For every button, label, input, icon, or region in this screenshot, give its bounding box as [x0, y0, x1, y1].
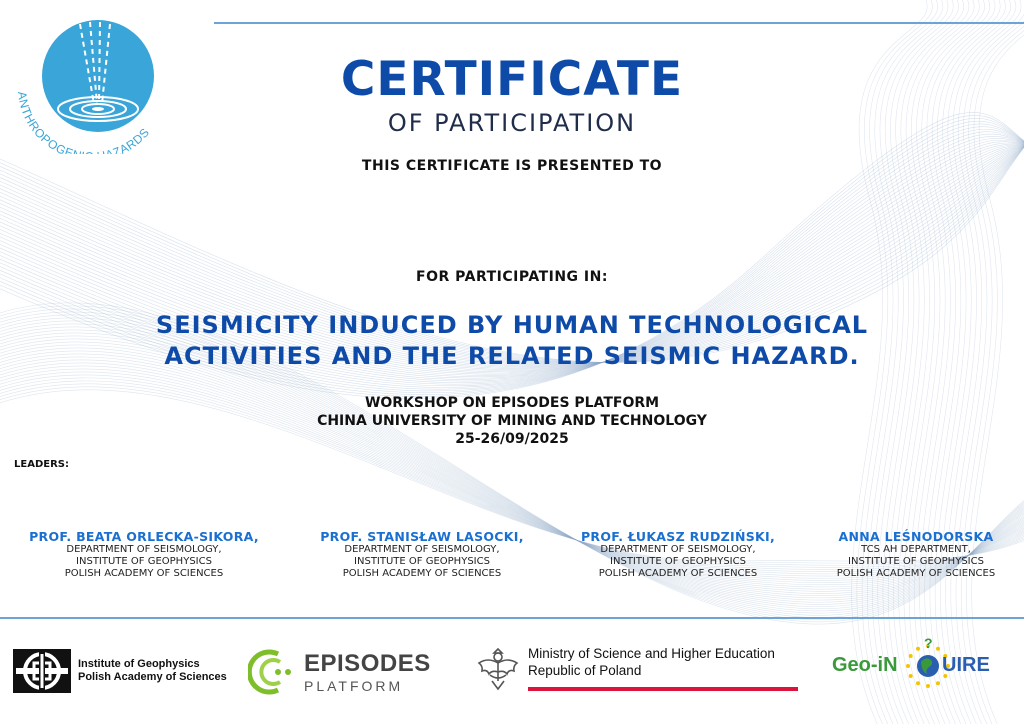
- leader-affiliation: DEPARTMENT OF SEISMOLOGY,: [66, 544, 222, 555]
- svg-text:?: ?: [924, 635, 933, 651]
- geo-inquire-suffix: UIRE: [942, 654, 990, 676]
- workshop-details: [200, 394, 824, 448]
- leaders-label: LEADERS:: [14, 459, 69, 470]
- polish-eagle-icon: [476, 645, 520, 693]
- igf-name-line: Polish Academy of Sciences: [78, 671, 227, 683]
- ministry-logo: [476, 645, 798, 693]
- anthropogenic-hazards-logo: [10, 14, 170, 154]
- leader-affiliation: INSTITUTE OF GEOPHYSICS: [76, 556, 212, 567]
- ministry-country: Republic of Poland: [528, 663, 642, 678]
- leader-card: [543, 529, 813, 580]
- igf-logo: [12, 648, 227, 694]
- ministry-name: Ministry of Science and Higher Education: [528, 646, 775, 661]
- geo-inquire-logo: [830, 632, 1010, 692]
- workshop-dates: 25-26/09/2025: [455, 431, 569, 447]
- leader-affiliation: POLISH ACADEMY OF SCIENCES: [598, 568, 758, 579]
- leader-affiliation: INSTITUTE OF GEOPHYSICS: [354, 556, 490, 567]
- workshop-name: WORKSHOP ON EPISODES PLATFORM: [364, 395, 660, 411]
- leader-card: [781, 529, 1024, 580]
- top-divider: [214, 22, 1024, 24]
- event-title-line: ACTIVITIES AND THE RELATED SEISMIC HAZARD.: [164, 342, 860, 370]
- leader-affiliation: POLISH ACADEMY OF SCIENCES: [342, 568, 502, 579]
- leader-affiliation: TCS AH DEPARTMENT,: [861, 544, 971, 555]
- episodes-name: EPISODES: [304, 650, 431, 677]
- bottom-divider: [0, 617, 1024, 619]
- igf-name-line: Institute of Geophysics: [78, 658, 200, 670]
- leader-affiliation: INSTITUTE OF GEOPHYSICS: [848, 556, 984, 567]
- leader-name: PROF. STANISŁAW LASOCKI,: [320, 529, 524, 544]
- igf-emblem-icon: [12, 648, 72, 694]
- presented-to-label: THIS CERTIFICATE IS PRESENTED TO: [361, 158, 663, 174]
- leader-card: [287, 529, 557, 580]
- event-title-line: SEISMICITY INDUCED BY HUMAN TECHNOLOGICAL: [155, 311, 869, 339]
- leader-name: PROF. ŁUKASZ RUDZIŃSKI,: [580, 529, 776, 544]
- episodes-platform-logo: [248, 648, 431, 696]
- poland-flag-stripe: [528, 687, 798, 691]
- workshop-venue: CHINA UNIVERSITY OF MINING AND TECHNOLOGY: [317, 413, 707, 429]
- leader-affiliation: POLISH ACADEMY OF SCIENCES: [836, 568, 996, 579]
- anthropogenic-hazards-text: ANTHROPOGE ZARDS: [14, 90, 153, 154]
- certificate-title: CERTIFICATE: [340, 52, 684, 107]
- leader-card: [9, 529, 279, 580]
- leader-affiliation: POLISH ACADEMY OF SCIENCES: [64, 568, 224, 579]
- leader-affiliation: DEPARTMENT OF SEISMOLOGY,: [600, 544, 756, 555]
- leader-name: ANNA LEŚNODORSKA: [838, 529, 994, 544]
- event-title: [60, 310, 964, 372]
- episodes-subtitle: PLATFORM: [304, 678, 404, 694]
- geo-inquire-prefix: Geo-iN: [832, 654, 898, 676]
- leader-name: PROF. BEATA ORLECKA-SIKORA,: [29, 529, 259, 544]
- participating-label: FOR PARTICIPATING IN:: [416, 269, 608, 285]
- leader-affiliation: DEPARTMENT OF SEISMOLOGY,: [344, 544, 500, 555]
- leader-affiliation: INSTITUTE OF GEOPHYSICS: [610, 556, 746, 567]
- episodes-wave-icon: [248, 648, 296, 696]
- seismic-ripple-icon: [10, 14, 170, 154]
- certificate-subtitle: OF PARTICIPATION: [387, 109, 637, 137]
